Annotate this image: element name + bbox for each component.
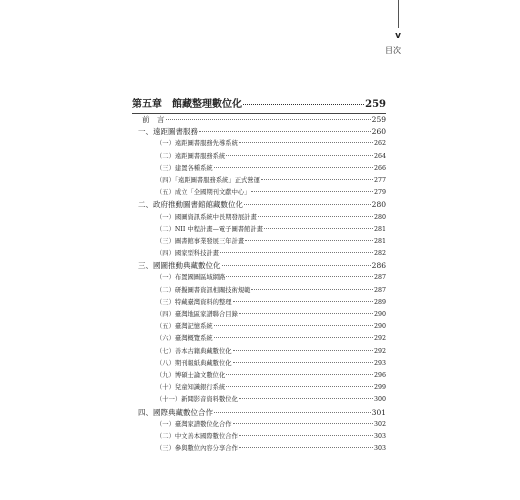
entry-page: 293	[373, 359, 386, 367]
leader-dots	[226, 276, 373, 277]
entry-label: （三）建置各種系統	[156, 164, 213, 172]
table-of-contents	[132, 96, 386, 455]
subsection-entry[interactable]	[132, 419, 386, 431]
entry-label: 前 言	[142, 115, 165, 124]
entry-page: 301	[371, 407, 386, 417]
leader-dots	[233, 362, 373, 363]
entry-page: 287	[373, 286, 386, 294]
page-edge-line	[398, 0, 399, 28]
entry-page: 262	[373, 140, 386, 148]
entry-label: （二）中文善本國際數位合作	[156, 432, 238, 440]
entry-label: （九）博碩士論文數位化	[156, 371, 226, 379]
toc-entries	[132, 114, 386, 455]
subsection-entry[interactable]	[132, 163, 386, 175]
leader-dots	[214, 337, 373, 338]
section-entry[interactable]	[132, 114, 386, 126]
entry-page: 289	[373, 298, 386, 306]
leader-dots	[233, 423, 373, 424]
section-entry[interactable]	[132, 199, 386, 211]
subsection-entry[interactable]	[132, 272, 386, 284]
entry-label: （一）遠距圖書服務先導系統	[156, 140, 238, 148]
entry-label: （四）「遠距圖書服務系統」正式營運	[156, 176, 260, 184]
chapter-page: 259	[365, 99, 386, 110]
subsection-entry[interactable]	[132, 309, 386, 321]
entry-label: （四）國家型科技計畫	[156, 250, 219, 258]
leader-dots	[214, 325, 373, 326]
leader-dots	[226, 155, 373, 156]
entry-label: （一）國圖資訊系統中長期發展計畫	[156, 213, 257, 221]
leader-dots	[239, 447, 373, 448]
entry-label: （三）圖書館事業發展三年計畫	[156, 237, 245, 245]
chapter-title: 第五章 館藏整理數位化	[132, 99, 242, 110]
entry-label: （六）臺灣概覽系統	[156, 335, 213, 343]
entry-page: 292	[373, 347, 386, 355]
entry-label: 一、遠距圖書服務	[138, 127, 198, 137]
subsection-entry[interactable]	[132, 297, 386, 309]
entry-page: 260	[371, 127, 386, 137]
entry-page: 281	[373, 225, 386, 233]
entry-label: （二）遠距圖書服務系統	[156, 152, 226, 160]
entry-page: 266	[373, 164, 386, 172]
entry-page: 303	[373, 445, 386, 453]
entry-page: 303	[373, 432, 386, 440]
entry-label: （二）研擬圖書資訊相關技術規範	[156, 286, 251, 294]
entry-page: 281	[373, 237, 386, 245]
leader-dots	[239, 142, 373, 143]
chapter-entry[interactable]	[132, 96, 386, 114]
entry-label: （三）特藏臺灣資料的整理	[156, 298, 232, 306]
subsection-entry[interactable]	[132, 285, 386, 297]
entry-page: 286	[371, 261, 386, 271]
subsection-entry[interactable]	[132, 370, 386, 382]
entry-page: 264	[373, 152, 386, 160]
entry-page: 259	[371, 115, 386, 124]
leader-dots	[239, 398, 373, 399]
entry-label: （一）布置國圖區域網路	[156, 274, 226, 282]
leader-dots	[245, 240, 373, 241]
entry-page: 290	[373, 311, 386, 318]
entry-page: 302	[373, 420, 386, 428]
section-entry[interactable]	[132, 126, 386, 138]
section-entry[interactable]	[132, 260, 386, 272]
entry-label: 二、政府推動圖書館館藏數位化	[138, 200, 243, 210]
entry-page: 290	[373, 323, 386, 331]
leader-dots	[166, 119, 371, 120]
entry-label: （十一）新聞影音資料數位化	[156, 396, 238, 404]
subsection-entry[interactable]	[132, 321, 386, 333]
subsection-entry[interactable]	[132, 175, 386, 187]
leader-dots	[214, 412, 371, 413]
subsection-entry[interactable]	[132, 358, 386, 370]
entry-page: 299	[373, 384, 386, 392]
subsection-entry[interactable]	[132, 151, 386, 163]
leader-dots	[251, 191, 373, 192]
entry-label: （五）臺灣記憶系統	[156, 323, 213, 331]
leader-dots	[222, 265, 371, 266]
subsection-entry[interactable]	[132, 394, 386, 406]
entry-page: 287	[373, 274, 386, 282]
subsection-entry[interactable]	[132, 443, 386, 455]
entry-page: 300	[373, 396, 386, 404]
subsection-entry[interactable]	[132, 138, 386, 150]
subsection-entry[interactable]	[132, 248, 386, 260]
leader-dots	[243, 104, 364, 105]
leader-dots	[233, 301, 373, 302]
entry-label: （三）參與數位內容分享合作	[156, 445, 238, 453]
running-header	[385, 30, 401, 56]
entry-label: 三、國圖推動典藏數位化	[138, 261, 221, 271]
leader-dots	[251, 289, 373, 290]
entry-label: 四、國際典藏數位合作	[138, 407, 213, 417]
leader-dots	[233, 350, 373, 351]
subsection-entry[interactable]	[132, 333, 386, 345]
subsection-entry[interactable]	[132, 431, 386, 443]
entry-label: （十）兒童知識銀行系統	[156, 384, 226, 392]
leader-dots	[214, 167, 373, 168]
entry-label: （四）臺灣地區家譜聯合目錄	[156, 311, 238, 318]
leader-dots	[261, 179, 373, 180]
subsection-entry[interactable]	[132, 382, 386, 394]
header-title: 目次	[385, 46, 401, 55]
subsection-entry[interactable]	[132, 224, 386, 236]
entry-page: 280	[373, 213, 386, 221]
entry-page: 296	[373, 371, 386, 379]
entry-label: （八）期刊報紙典藏數位化	[156, 359, 232, 367]
leader-dots	[226, 374, 373, 375]
entry-page: 280	[371, 200, 386, 210]
leader-dots	[220, 252, 373, 253]
leader-dots	[239, 435, 373, 436]
subsection-entry[interactable]	[132, 187, 386, 199]
entry-page: 277	[373, 176, 386, 184]
entry-label: （五）成立「全國期刊文獻中心」	[156, 189, 251, 197]
entry-page: 292	[373, 335, 386, 343]
section-entry[interactable]	[132, 407, 386, 419]
leader-dots	[239, 313, 373, 314]
entry-label: （二）NII 中程計畫—電子圖書館計畫	[156, 225, 263, 233]
leader-dots	[244, 204, 371, 205]
subsection-entry[interactable]	[132, 212, 386, 224]
page-number: v	[395, 31, 401, 41]
entry-page: 279	[373, 189, 386, 197]
leader-dots	[226, 386, 373, 387]
leader-dots	[199, 131, 371, 132]
leader-dots	[258, 216, 373, 217]
entry-label: （七）善本古籍典藏數位化	[156, 347, 232, 355]
leader-dots	[264, 228, 373, 229]
entry-label: （一）臺灣家譜數位化合作	[156, 420, 232, 428]
subsection-entry[interactable]	[132, 236, 386, 248]
subsection-entry[interactable]	[132, 346, 386, 358]
entry-page: 282	[373, 250, 386, 258]
